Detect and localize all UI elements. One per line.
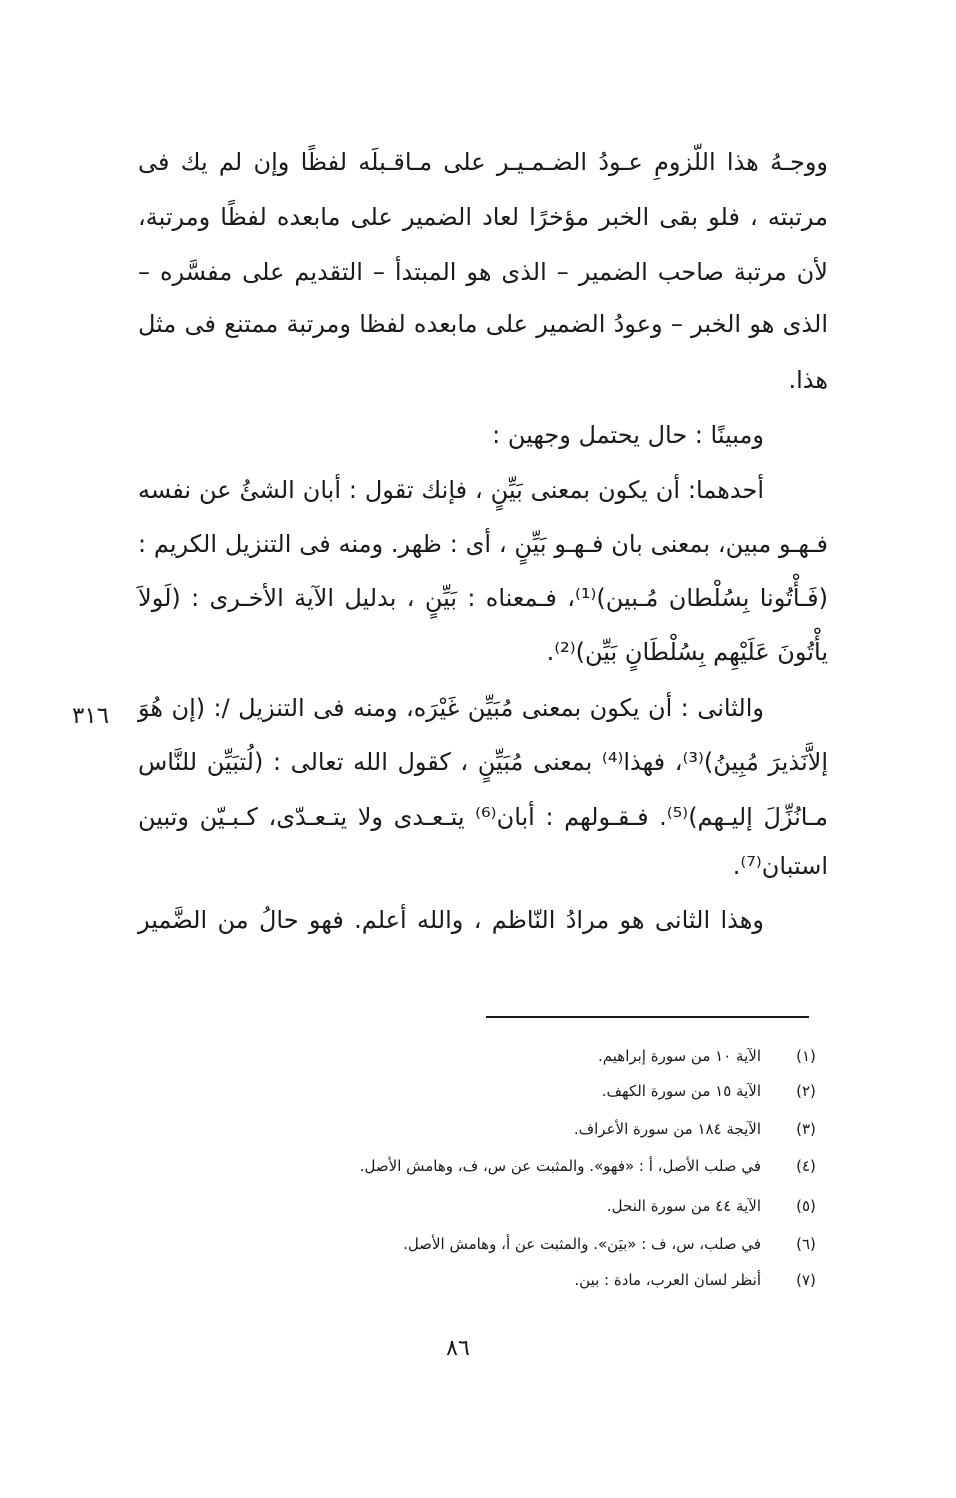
footnote-text: في صلب، س، ف : «بيَن». والمثبت عن أ، وهامش الأصل.	[403, 1235, 761, 1253]
footnote-text: الآيجة ١٨٤ من سورة الأعراف.	[573, 1120, 761, 1138]
footnote-text: الآية ٤٤ من سورة النحل.	[606, 1197, 761, 1215]
footnote-text: الآية ١٥ من سورة الكهف.	[601, 1082, 761, 1100]
body-line: (فَـأْتُونا بِسُلْطان مُـبين)⁽¹⁾، فـمعناه : بَيِّنٍ ، بدليل الآية الأخـرى : (لَولاَ	[138, 584, 828, 612]
footnote-text: الآية ١٠ من سورة إبراهيم.	[598, 1047, 761, 1065]
footnote-number: (١)	[796, 1047, 816, 1065]
footnote-number: (٣)	[796, 1120, 816, 1138]
footnote-number: (٤)	[796, 1157, 816, 1175]
body-line: فـهـو مبين، بمعنى بان فـهـو بَيِّنٍ ، أى : ظهر. ومنه فى التنزيل الكريم :	[138, 530, 828, 558]
body-line: ووجـهُ هذا اللّزومِ عـودُ الضـمـيـر على مـاقـبلَه لفظًا وإن لم يك فى	[138, 148, 828, 176]
margin-manuscript-number: ٣١٦	[72, 703, 110, 729]
body-line: استبان⁽⁷⁾.	[732, 852, 828, 880]
body-line: مـانُزِّلَ إليـهم)⁽⁵⁾. فـقـولهم : أبان⁽⁶⁾ يتـعـدى ولا يتـعـدّى، كـبـيّن وتبين	[138, 803, 828, 831]
body-line: إلاَّنَذيرَ مُبِينُ)⁽³⁾، فهذا⁽⁴⁾ بمعنى مُبَيِّنٍ ، كقول الله تعالى : (لُتبَيِّن للنَّاس	[138, 748, 828, 776]
body-line: هذا.	[788, 366, 828, 394]
footnote-text: أنظر لسان العرب، مادة : بين.	[574, 1271, 761, 1289]
body-line: ومبينًا : حال يحتمل وجهين :	[492, 421, 764, 449]
page-number: ٨٦	[446, 1336, 470, 1361]
body-line: والثانى : أن يكون بمعنى مُبَيِّن غَيْرَه، ومنه فى التنزيل /: (إن هُوَ	[138, 694, 764, 722]
body-line: الذى هو الخبر – وعودُ الضمير على مابعده لفظا ومرتبة ممتنع فى مثل	[138, 310, 828, 338]
footnote-number: (٧)	[796, 1271, 816, 1289]
footnote-number: (٥)	[796, 1197, 816, 1215]
footnote-number: (٦)	[796, 1235, 816, 1253]
body-line: أحدهما: أن يكون بمعنى بَيِّنٍ ، فإنك تقول : أبان الشئُ عن نفسه	[138, 476, 764, 504]
body-line: يأْتُونَ عَلَيْهِم بِسُلْطَانٍ بَيِّن)⁽²⁾.	[546, 638, 828, 666]
body-line: مرتبته ، فلو بقى الخبر مؤخرًا لعاد الضمير على مابعده لفظًا ومرتبة،	[138, 203, 828, 231]
footnote-text: في صلب الأصل، أ : «فهو». والمثبت عن س، ف، وهامش الأصل.	[359, 1157, 761, 1175]
body-line: لأن مرتبة صاحب الضمير – الذى هو المبتدأ – التقديم على مفسَّره –	[138, 258, 828, 286]
footnote-number: (٢)	[796, 1082, 816, 1100]
footnote-divider	[486, 1016, 809, 1018]
body-line: وهذا الثانى هو مرادُ النّاظم ، والله أعلم. فهو حالُ من الضَّمير	[138, 906, 764, 934]
